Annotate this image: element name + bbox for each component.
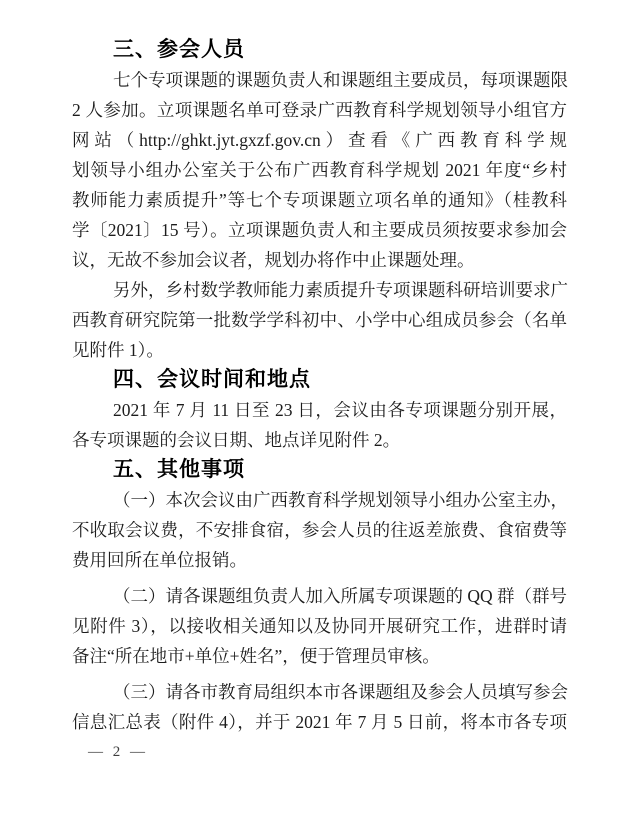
- text-line: 议，无故不参加会议者，规划办将作中止课题处理。: [72, 250, 475, 270]
- document-body: [72, 35, 567, 737]
- section-4-time-place: [72, 365, 567, 455]
- text-line: 西教育研究院第一批数学学科初中、小学中心组成员参会（名单: [72, 310, 567, 330]
- text-line: 见附件 3），以接收相关通知以及协同开展研究工作，进群时请: [72, 616, 567, 636]
- text-line: 网站（http://ghkt.jyt.gxzf.gov.cn）查看《广西教育科学规: [72, 130, 567, 150]
- text-line: 另外，乡村数学教师能力素质提升专项课题科研培训要求广: [113, 280, 568, 300]
- section-heading: 三、参会人员: [113, 38, 245, 61]
- text-line: 2021 年 7 月 11 日至 23 日，会议由各专项课题分别开展，: [113, 400, 567, 420]
- section-heading: 四、会议时间和地点: [113, 368, 311, 391]
- text-line: 见附件 1）。: [72, 340, 164, 360]
- paragraph: [72, 395, 567, 455]
- text-line: （一）本次会议由广西教育科学规划领导小组办公室主办，: [113, 490, 568, 510]
- paragraph: [72, 677, 567, 737]
- text-line: （三）请各市教育局组织本市各课题组及参会人员填写参会: [113, 682, 568, 702]
- paragraph: [72, 581, 567, 671]
- section-heading: 五、其他事项: [113, 458, 245, 481]
- text-line: 教师能力素质提升”等七个专项课题立项名单的通知》（桂教科: [72, 190, 567, 210]
- text-line: 各专项课题的会议日期、地点详见附件 2。: [72, 430, 401, 450]
- paragraph: [72, 275, 567, 365]
- text-line: 划领导小组办公室关于公布广西教育科学规划 2021 年度“乡村: [72, 160, 567, 180]
- text-line: 备注“所在地市+单位+姓名”，便于管理员审核。: [72, 646, 440, 666]
- text-line: 2 人参加。立项课题名单可登录广西教育科学规划领导小组官方: [72, 100, 567, 120]
- text-line: 信息汇总表（附件 4），并于 2021 年 7 月 5 日前，将本市各专项: [72, 712, 567, 732]
- text-line: 不收取会议费，不安排食宿，参会人员的往返差旅费、食宿费等: [72, 520, 567, 540]
- section-5-other-matters: [72, 455, 567, 737]
- paragraph: [72, 485, 567, 575]
- section-3-participants: [72, 35, 567, 365]
- text-line: 学〔2021〕15 号）。立项课题负责人和主要成员须按要求参加会: [72, 220, 567, 240]
- text-line: （二）请各课题组负责人加入所属专项课题的 QQ 群（群号: [113, 586, 568, 606]
- text-line: 费用回所在单位报销。: [72, 550, 247, 570]
- text-line: 七个专项课题的课题负责人和课题组主要成员，每项课题限: [113, 70, 568, 90]
- page-number: — 2 —: [88, 744, 148, 760]
- paragraph: [72, 65, 567, 275]
